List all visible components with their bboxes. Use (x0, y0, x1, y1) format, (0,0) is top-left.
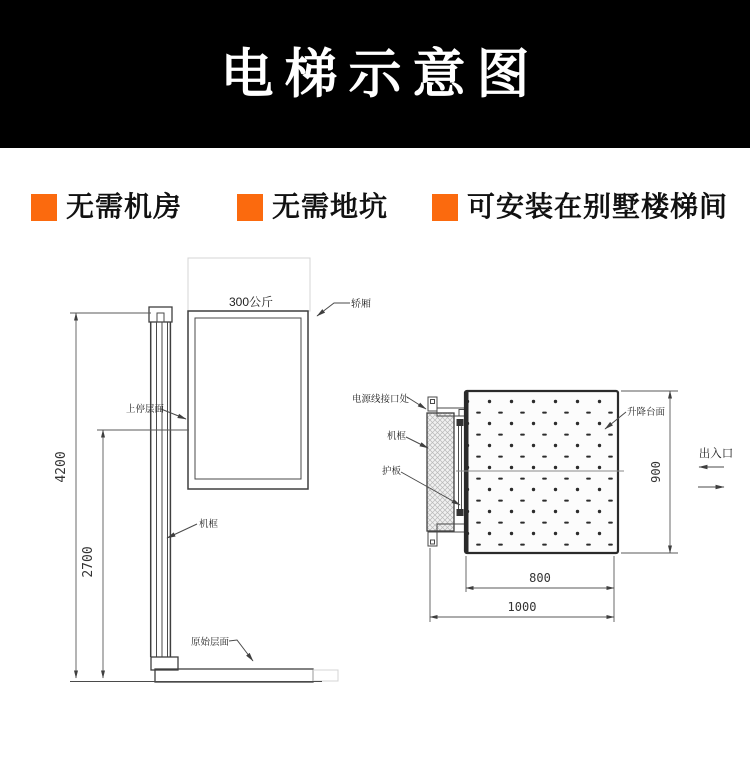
mast-cap (149, 307, 172, 322)
base-platform (155, 669, 313, 682)
entrance-exit (698, 446, 733, 487)
original-floor-label: 原始层面 (191, 637, 230, 648)
cab-label: 轿厢 (351, 299, 371, 310)
power-interface-label: 电源线接口处 (352, 394, 410, 405)
frame-label-top: 机框 (387, 431, 407, 442)
dim-1000-label: 1000 (507, 600, 537, 614)
dimension-travel-height (81, 430, 189, 678)
platform-label: 升降台面 (627, 407, 666, 418)
mast-foot (151, 657, 178, 670)
guard-plate-label: 护板 (382, 466, 402, 477)
dimension-platform-width (466, 556, 614, 622)
upper-floor-label: 上停层面 (126, 404, 165, 415)
frame-label-side: 机框 (199, 519, 219, 530)
dim-800-label: 800 (529, 571, 551, 585)
feature-label: 无需地坑 (272, 191, 389, 222)
side-view (54, 258, 371, 682)
dimension-total-height (54, 313, 151, 678)
entrance-label: 出入口 (698, 448, 734, 460)
frame-column (427, 413, 454, 531)
lift-platform (465, 391, 618, 553)
top-view (352, 391, 733, 622)
dimension-overall-width (430, 548, 614, 622)
guard-plate (457, 419, 464, 516)
page-title: 电梯示意图 (220, 44, 541, 104)
base-ghost (313, 670, 338, 681)
dim-2700-label: 2700 (81, 546, 96, 578)
feature-label: 可安装在别墅楼梯间 (467, 191, 729, 222)
mast-cap-notch (157, 313, 164, 322)
feature-label: 无需机房 (66, 191, 183, 222)
dim-4200-label: 4200 (54, 451, 69, 483)
cab-outer (188, 311, 308, 489)
capacity-label: 300公斤 (228, 295, 274, 309)
dim-900-label: 900 (649, 461, 663, 483)
